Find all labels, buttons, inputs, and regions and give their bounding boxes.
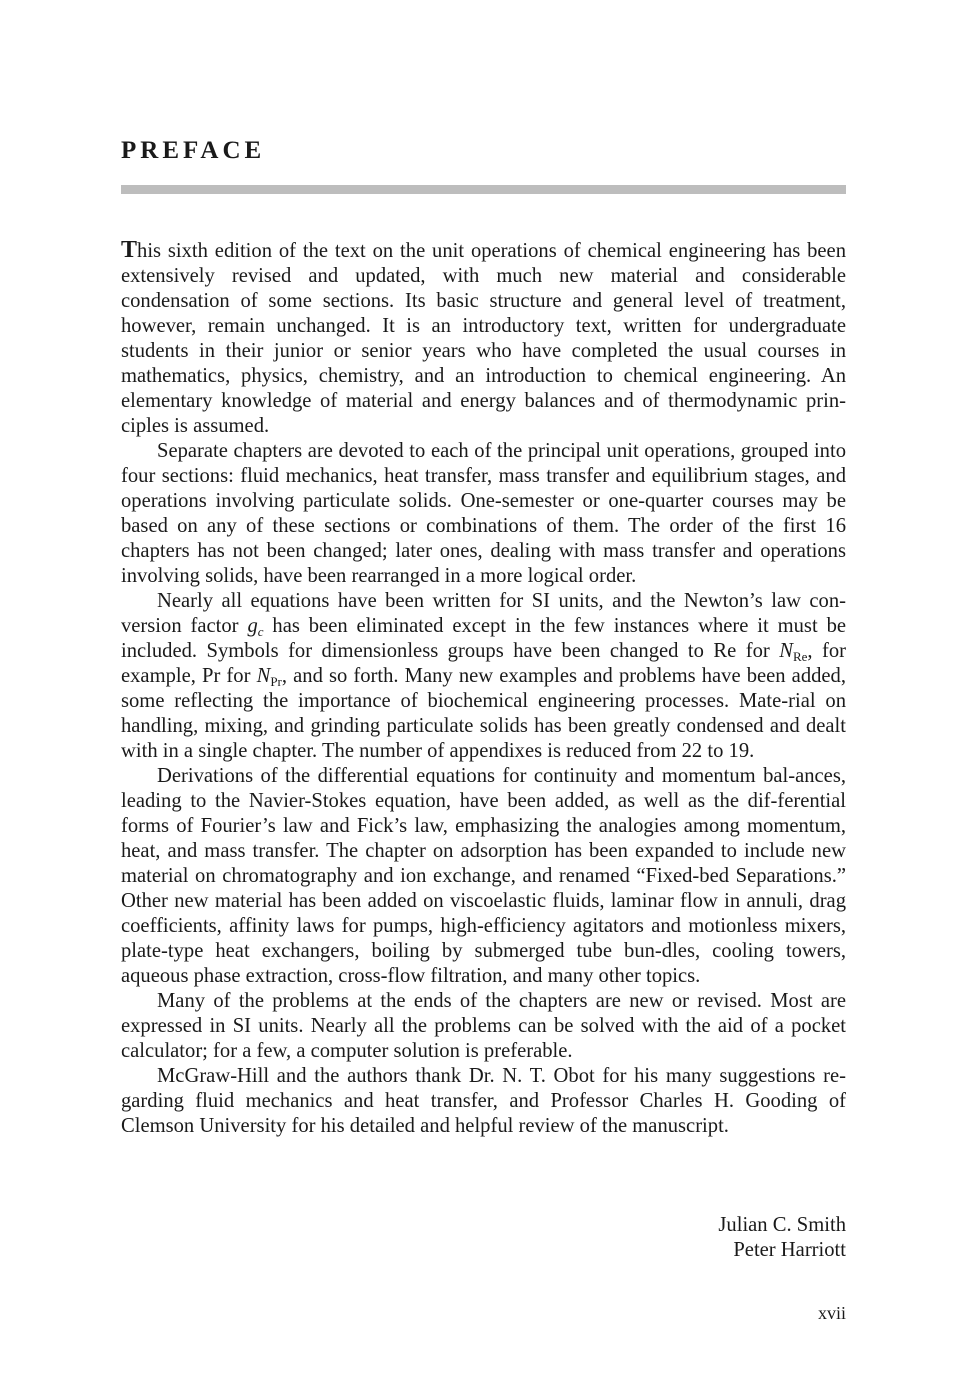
paragraph-5: Many of the problems at the ends of the chapters are new or revised. Most are expressed in SI units. Nearly all the problems can be solved with the aid of a pocket calculator; for a few, a computer solution is preferable. — [121, 990, 846, 1062]
paragraph-1 — [121, 238, 846, 439]
page-title: PREFACE — [121, 137, 266, 164]
paragraph-2: Separate chapters are devoted to each of the principal unit operations, grouped into four sections: fluid mechanics, heat transfer, mass transfer and equilibrium stages, and operations involving particulate solids. One-semester or one-quarter courses may be based on any of these sections or combinations of them. The order of the first 16 chapters has not been changed; later ones, dealing with mass transfer and operations involving solids, have been rearranged in a more logical order. — [121, 440, 846, 587]
drop-cap: T — [121, 237, 138, 263]
paragraph-3 — [121, 589, 846, 764]
paragraph-3-text-d: , and so forth. Many new examples and problems have been added, some reflecting the importance of biochemical engineering processes. Mate-rial on handling, mixing, and grinding particulate solids has been greatly condensed and dealt with in a single chapter. The number of appendixes is reduced from 22 to 19. — [121, 665, 846, 762]
gc-symbol: g — [247, 615, 258, 637]
page — [121, 0, 846, 1396]
npr-subscript: Pr — [270, 674, 282, 689]
page-number: xvii — [817, 1303, 846, 1323]
heading-rule — [121, 185, 846, 194]
paragraph-1-text: his sixth edition of the text on the unit operations of chemical engineering has been extensively revised and updated, with much new material and considerable condensation of some sections. Its basic structure and general level of treatment, however, remain unchanged. It is an introductory text, written for undergraduate students in their junior or senior years who have completed the usual courses in mathematics, physics, chemistry, and an introduction to chemical engineering. An elementary knowledge of material and energy balances and of thermodynamic prin-ciples is assumed. — [121, 240, 846, 437]
paragraph-4: Derivations of the differential equations for continuity and momentum bal-ances, leading to the Navier-Stokes equation, have been added, as well as the dif-ferential forms of Fourier’s law and Fick’s law, emphasizing the analogies among momentum, heat, and mass transfer. The chapter on adsorption has been expanded to include new material on chromatography and ion exchange, and renamed “Fixed-bed Separations.” Other new material has been added on viscoelastic fluids, laminar flow in annuli, drag coefficients, affinity laws for pumps, high-efficiency agitators and motionless mixers, plate-type heat exchangers, boiling by submerged tube bun-dles, cooling towers, aqueous phase extraction, cross-flow filtration, and many other topics. — [121, 765, 846, 987]
nre-subscript: Re — [792, 649, 808, 664]
paragraph-3-text-c: , for example, Pr for — [121, 640, 847, 687]
paragraph-3-text-a: Nearly all equations have been written for SI units, and the Newton’s law con-version factor — [121, 590, 846, 637]
paragraph-6: McGraw-Hill and the authors thank Dr. N. T. Obot for his many suggestions re-garding fluid mechanics and heat transfer, and Professor Charles H. Gooding of Clemson University for his detailed and helpful review of the manuscript. — [121, 1065, 846, 1137]
preface-body — [121, 238, 846, 1139]
nre-symbol: N — [779, 640, 793, 662]
npr-symbol: N — [256, 665, 271, 687]
paragraph-3-text-b: has been eliminated except in the few instances where it must be included. Symbols for dimensionless groups have been changed to Re for — [121, 615, 847, 662]
gc-subscript: c — [257, 624, 264, 639]
author-name: Julian C. Smith — [718, 1214, 846, 1236]
author-name: Peter Harriott — [733, 1239, 846, 1261]
author-signature — [718, 1213, 846, 1263]
